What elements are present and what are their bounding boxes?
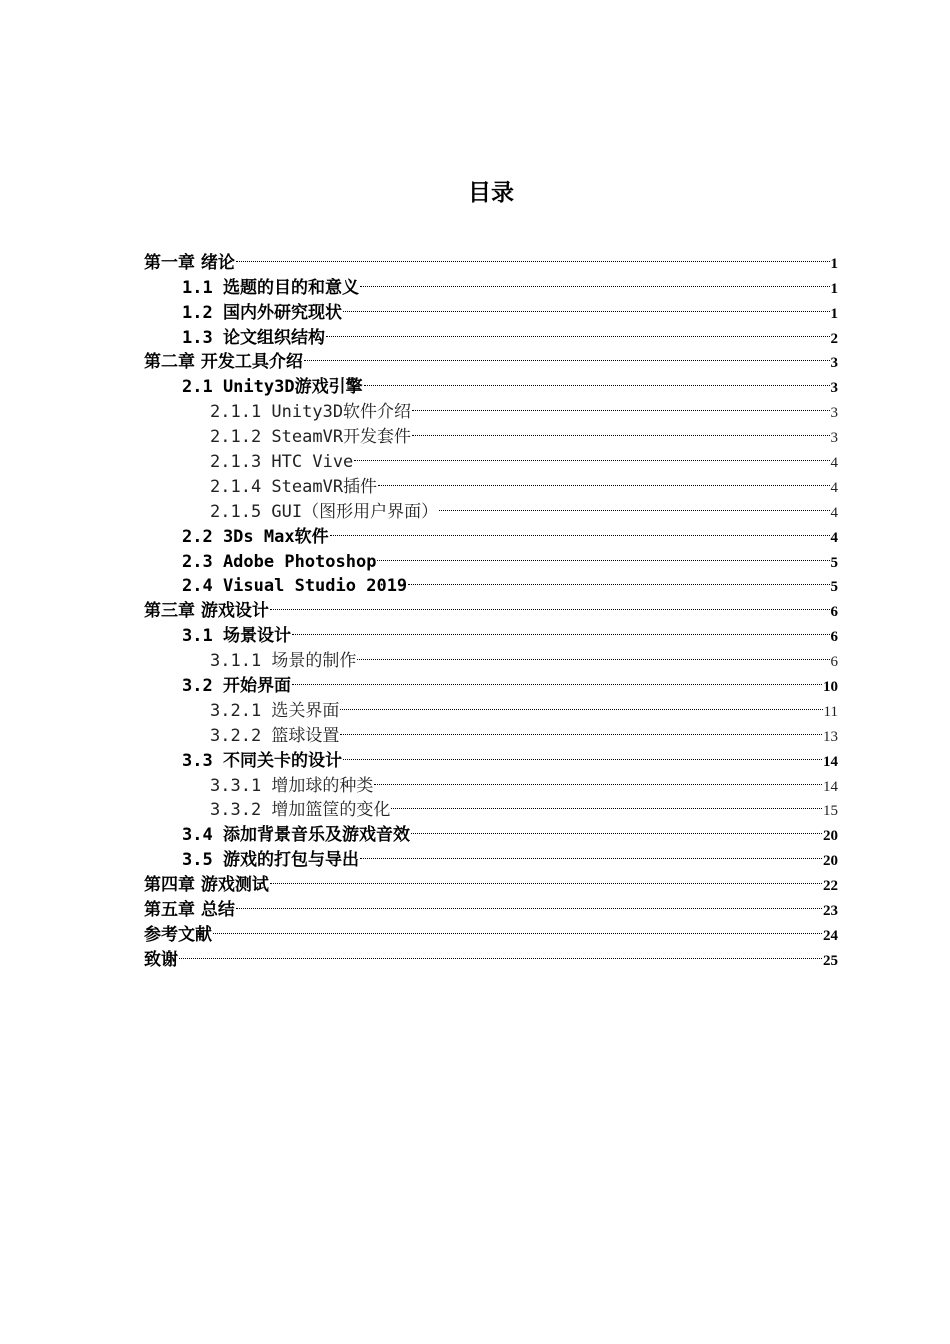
toc-page-number: 20 <box>823 853 838 870</box>
toc-entry-text: 第四章 游戏测试 <box>144 875 269 896</box>
toc-page-number: 14 <box>823 753 838 770</box>
toc-dot-leader <box>340 716 822 741</box>
toc-entry-text: 2.1.5 GUI（图形用户界面） <box>210 501 439 522</box>
toc-page-number: 23 <box>823 903 838 920</box>
toc-entry-text: 第二章 开发工具介绍 <box>144 352 303 373</box>
toc-entry-text: 3.1.1 场景的制作 <box>210 651 357 672</box>
toc-entry-text: 2.1.3 HTC Vive <box>210 452 354 473</box>
toc-dot-leader <box>270 591 830 616</box>
toc-entry-text: 3.2.2 篮球设置 <box>210 725 340 746</box>
toc-entry-text: 2.1.2 SteamVR开发套件 <box>210 427 412 448</box>
toc-dot-leader <box>364 367 830 392</box>
toc-page-number: 13 <box>823 728 838 745</box>
toc-entry-text: 2.2 3Ds Max软件 <box>182 526 329 547</box>
toc-page-number: 25 <box>823 952 838 969</box>
toc-entry-text: 3.1 场景设计 <box>182 626 291 647</box>
toc-dot-leader <box>343 293 830 318</box>
toc-dot-leader <box>292 666 822 691</box>
toc-entry[interactable] <box>144 915 838 945</box>
toc-dot-leader <box>412 392 829 417</box>
toc-dot-leader <box>292 616 830 641</box>
toc-dot-leader <box>236 890 822 915</box>
toc-entry-text: 3.2.1 选关界面 <box>210 700 340 721</box>
toc-page-number: 22 <box>823 878 838 895</box>
toc-entry[interactable] <box>144 268 838 298</box>
toc-page-number: 14 <box>823 778 838 795</box>
toc-entry-text: 第三章 游戏设计 <box>144 601 269 622</box>
toc-page-number: 3 <box>830 430 838 447</box>
toc-page-number: 5 <box>830 554 838 571</box>
toc-dot-leader <box>354 442 829 467</box>
toc-page-number: 4 <box>830 455 838 472</box>
toc-page-number: 6 <box>830 604 838 621</box>
toc-dot-leader <box>411 815 822 840</box>
toc-entry-text: 2.1.1 Unity3D软件介绍 <box>210 402 412 423</box>
toc-entry-text: 1.3 论文组织结构 <box>182 327 325 348</box>
toc-entry-text: 2.4 Visual Studio 2019 <box>182 576 408 597</box>
toc-dot-leader <box>377 542 829 567</box>
toc-entry-text: 1.2 国内外研究现状 <box>182 302 342 323</box>
toc-entry-text: 3.5 游戏的打包与导出 <box>182 850 359 871</box>
toc-dot-leader <box>408 567 829 592</box>
toc-entry[interactable] <box>144 890 838 921</box>
toc-page-number: 6 <box>830 654 838 671</box>
toc-dot-leader <box>236 243 830 268</box>
toc-page-number: 1 <box>830 305 838 322</box>
toc-entry-text: 2.3 Adobe Photoshop <box>182 551 377 572</box>
toc-page-number: 5 <box>830 579 838 596</box>
toc-page-number: 4 <box>830 504 838 521</box>
toc-page-number: 1 <box>830 255 838 272</box>
toc-dot-leader <box>343 741 822 766</box>
toc-dot-leader <box>374 766 822 791</box>
toc-dot-leader <box>330 517 830 542</box>
toc-entry-text: 第一章 绪论 <box>144 252 235 273</box>
toc-page-number: 24 <box>823 927 838 944</box>
toc-page-number: 3 <box>830 355 838 372</box>
toc-dot-leader <box>270 865 822 890</box>
toc-entry-text: 2.1.4 SteamVR插件 <box>210 476 378 497</box>
toc-dot-leader <box>378 467 829 492</box>
toc-page-number: 4 <box>830 479 838 496</box>
toc-dot-leader <box>439 492 829 517</box>
toc-page-number: 15 <box>823 803 838 820</box>
toc-dot-leader <box>391 791 822 816</box>
toc-title: 目录 <box>468 180 514 206</box>
toc-entry-text: 3.4 添加背景音乐及游戏音效 <box>182 825 410 846</box>
toc-entry[interactable] <box>144 243 838 273</box>
toc-page-number: 3 <box>830 380 838 397</box>
toc-page-number: 3 <box>830 405 838 422</box>
toc-entry[interactable] <box>144 940 838 970</box>
toc-dot-leader <box>360 268 830 293</box>
toc-dot-leader <box>340 691 822 716</box>
toc-page-number: 20 <box>823 828 838 845</box>
toc-page-number: 4 <box>830 529 838 546</box>
toc-dot-leader <box>326 318 830 343</box>
toc-page-number: 1 <box>830 280 838 297</box>
toc-entry-text: 第五章 总结 <box>144 900 235 921</box>
toc-dot-leader <box>412 417 829 442</box>
toc-dot-leader <box>179 940 822 965</box>
toc-entry-text: 3.2 开始界面 <box>182 676 291 697</box>
toc-entry-text: 1.1 选题的目的和意义 <box>182 277 359 298</box>
toc-entry-text: 3.3.1 增加球的种类 <box>210 775 374 796</box>
toc-dot-leader <box>357 641 829 666</box>
toc-page-number: 11 <box>823 703 838 720</box>
toc-page-number: 6 <box>830 629 838 646</box>
toc-entry-text: 3.3.2 增加篮筐的变化 <box>210 800 391 821</box>
toc-entry-text: 3.3 不同关卡的设计 <box>182 750 342 771</box>
toc-dot-leader <box>360 840 822 865</box>
toc-page-number: 10 <box>823 679 838 696</box>
toc-entry-text: 致谢 <box>144 949 178 970</box>
table-of-contents <box>144 243 838 970</box>
toc-entry-text: 参考文献 <box>144 924 212 945</box>
toc-dot-leader <box>304 343 830 368</box>
toc-page-number: 2 <box>830 330 838 347</box>
toc-dot-leader <box>213 915 822 940</box>
toc-entry-text: 2.1 Unity3D游戏引擎 <box>182 377 363 398</box>
